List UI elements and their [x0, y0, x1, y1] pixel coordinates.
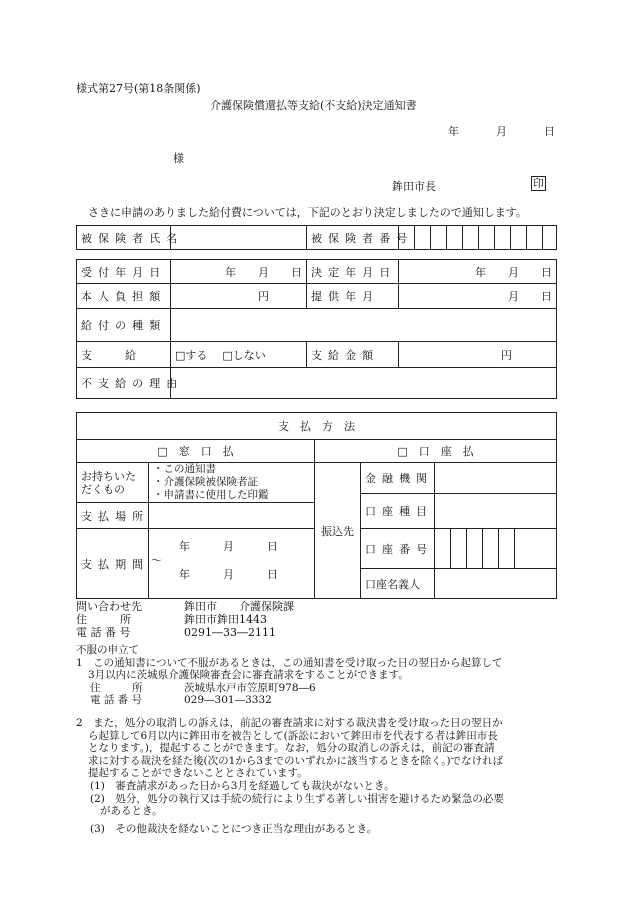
phone-value: 0291―33―2111: [184, 626, 276, 639]
provided-month-field[interactable]: [399, 284, 557, 309]
date-day: 日: [544, 125, 555, 138]
form-number: 様式第27号(第18条関係): [76, 82, 201, 95]
insured-number-digit[interactable]: [463, 226, 479, 250]
account-number-digit[interactable]: [435, 529, 451, 569]
insured-name-field[interactable]: [171, 226, 307, 250]
holder-field[interactable]: [435, 569, 557, 599]
date-year: 年: [448, 125, 459, 138]
copay-field[interactable]: [171, 284, 307, 309]
amount-field[interactable]: [399, 342, 557, 368]
account-payment-option[interactable]: □ 口 座 払: [315, 440, 557, 463]
issuer: 鉾田市長: [392, 180, 436, 193]
insured-table: [76, 225, 557, 250]
bank-label: 金融機関: [361, 463, 435, 494]
receipt-date-field[interactable]: 年 月 日: [171, 260, 307, 284]
insured-number-digit[interactable]: [447, 226, 463, 250]
seal-mark: [531, 176, 546, 191]
insured-name-label: 被保険者氏名: [77, 226, 171, 250]
address-value: 鉾田市鉾田1443: [184, 613, 267, 626]
period-tilde: 〜: [151, 554, 162, 567]
appeal-sub1: (1) 審査請求があった日から3月を経過しても裁決がないとき。: [90, 779, 395, 792]
payment-label: 支 給: [77, 342, 171, 368]
account-number-label: 口座番号: [361, 529, 435, 569]
period-from: 年 月 日: [179, 540, 278, 553]
payment-method-title: 支 払 方 法: [77, 413, 557, 440]
appeal-phone-label: 電 話 番 号: [90, 694, 143, 707]
intro-text: さきに申請のありました給付費については，下記のとおり決定しましたので通知します。: [88, 206, 527, 219]
insured-number-label: 被保険者番号: [307, 226, 399, 250]
bring-items-list: [149, 463, 315, 503]
appeal-notes: [76, 644, 504, 835]
appeal-addr-value: 茨城県水戸市笠原町978―6: [184, 681, 316, 694]
account-type-field[interactable]: [435, 494, 557, 529]
appeal-item1-line: 3月以内に茨城県介護保険審査会に審査請求をすることができます。: [88, 669, 409, 682]
payment-method-table: [76, 412, 557, 599]
inquiry-label: 問い合わせ先: [76, 600, 142, 613]
amount-label: 支給金額: [307, 342, 399, 368]
window-payment-option[interactable]: □ 窓 口 払: [77, 440, 315, 463]
inquiry-value: 鉾田市 介護保険課: [184, 600, 294, 613]
payment-yes-checkbox[interactable]: □する: [175, 348, 208, 362]
date-month: 月: [496, 125, 507, 138]
appeal-heading: 不服の申立て: [76, 644, 139, 656]
recipient-suffix: 様: [173, 152, 184, 165]
payment-period-label: 支払期間: [77, 529, 149, 599]
account-number-digit[interactable]: [499, 529, 515, 569]
appeal-item2-line: 提起することができないこととされています。: [88, 767, 308, 780]
account-type-label: 口座種目: [361, 494, 435, 529]
insured-number-digit[interactable]: [495, 226, 511, 250]
insured-number-digit[interactable]: [415, 226, 431, 250]
transfer-label: 振込先: [315, 463, 361, 599]
account-number-digit[interactable]: [451, 529, 467, 569]
document-title: 介護保険償還払等支給(不支給)決定通知書: [210, 99, 417, 112]
amount-unit: 円: [501, 348, 512, 362]
copay-label: 本人負担額: [77, 284, 171, 309]
insured-number-digit[interactable]: [511, 226, 527, 250]
benefit-type-field[interactable]: [171, 309, 557, 342]
period-to: 年 月 日: [179, 568, 278, 581]
appeal-item2-line: ら起算して6月以内に鉾田市を被告として(訴訟において鉾田市を代表する者は鉾田市長: [88, 729, 498, 742]
benefit-table: [76, 259, 557, 399]
bring-item: ・申請書に使用した印鑑: [153, 489, 269, 501]
appeal-sub2-line: があるとき。: [100, 805, 163, 818]
reason-field[interactable]: [171, 368, 557, 399]
seal-box: 印: [533, 177, 544, 190]
decision-date-label: 決定年月日: [307, 260, 399, 284]
insured-number-digit[interactable]: [543, 226, 557, 250]
payment-period-field[interactable]: [149, 529, 315, 599]
appeal-sub3: (3) その他裁決を経ないことにつき正当な理由があるとき。: [90, 822, 378, 835]
holder-label: 口座名義人: [361, 569, 435, 599]
phone-label: 電 話 番 号: [76, 626, 131, 639]
payment-place-field[interactable]: [149, 503, 315, 529]
reason-label: 不支給の理由: [77, 368, 171, 399]
insured-number-digit[interactable]: [527, 226, 543, 250]
payment-place-label: 支払場所: [77, 503, 149, 529]
decision-date-field[interactable]: 年 月 日: [399, 260, 557, 284]
appeal-item2-line: 2 また，処分の取消しの訴えは，前記の審査請求に対する裁決書を受け取った日の翌日か: [76, 716, 503, 729]
provided-month-value: 月 日: [508, 290, 552, 303]
bring-items-label: お持ちいただくもの: [77, 463, 149, 503]
bring-item: ・この通知書: [153, 463, 216, 475]
appeal-phone-value: 029―301―3332: [184, 694, 272, 707]
receipt-date-label: 受付年月日: [77, 260, 171, 284]
insured-number-digit[interactable]: [431, 226, 447, 250]
insured-number-digit[interactable]: [479, 226, 495, 250]
contact-block: [76, 600, 294, 639]
account-number-digit[interactable]: [483, 529, 499, 569]
appeal-addr-label: 住 所: [90, 681, 143, 694]
date-line: [448, 123, 555, 139]
appeal-item1-line: 1 この通知書について不服があるときは，この通知書を受け取った日の翌日から起算して: [76, 656, 503, 669]
address-label: 住 所: [76, 613, 131, 626]
appeal-item2-line: 求に対する裁決を経た後(次の1から3までのいずれかに該当するときを除く。)でなければ: [88, 754, 504, 767]
provided-month-label: 提供年月: [307, 284, 399, 309]
account-number-digit[interactable]: [515, 529, 557, 569]
copay-unit: 円: [258, 290, 269, 303]
appeal-item2-line: となります。)，提起することができます。なお，処分の取消しの訴えは，前記の審査請: [88, 742, 495, 755]
bank-field[interactable]: [435, 463, 557, 494]
payment-choice[interactable]: [171, 342, 307, 368]
bring-item: ・介護保険被保険者証: [153, 476, 258, 488]
appeal-sub2-line: (2) 処分，処分の執行又は手続の続行により生ずる著しい損害を避けるため緊急の必要: [90, 792, 504, 805]
account-number-digit[interactable]: [467, 529, 483, 569]
payment-no-checkbox[interactable]: □しない: [222, 348, 266, 362]
benefit-type-label: 給付の種類: [77, 309, 171, 342]
